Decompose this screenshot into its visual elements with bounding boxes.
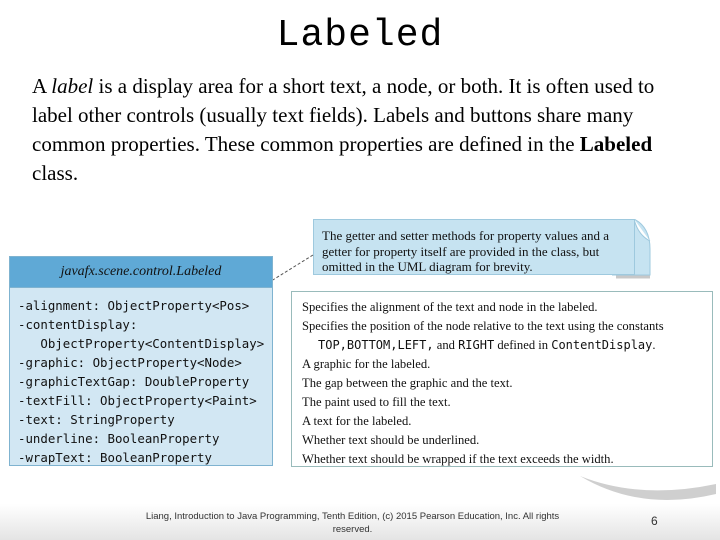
getter-setter-note: The getter and setter methods for property values and a getter for property itself are provided in the class, but omitted in the UML diagram for brevity.: [313, 219, 635, 275]
uml-property: -contentDisplay:: [18, 317, 138, 332]
uml-property: -text: StringProperty: [18, 412, 175, 427]
uml-property: -graphic: ObjectProperty<Node>: [18, 355, 242, 370]
and-text: and: [433, 338, 459, 352]
description-content-display: Specifies the position of the node relative to the text using the constants: [302, 319, 664, 333]
slide-title: Labeled: [276, 14, 444, 57]
uml-property: ObjectProperty<ContentDisplay>: [18, 336, 265, 351]
uml-property: -wrapText: BooleanProperty: [18, 450, 212, 465]
intro-text-3: class.: [32, 161, 79, 185]
uml-property: -textFill: ObjectProperty<Paint>: [18, 393, 257, 408]
constants-list: TOP,BOTTOM,LEFT,: [318, 338, 434, 352]
description-underline: Whether text should be underlined.: [302, 433, 480, 447]
description-graphic-text-gap: The gap between the graphic and the text.: [302, 376, 513, 390]
uml-property: -underline: BooleanProperty: [18, 431, 220, 446]
content-display-class: ContentDisplay: [551, 338, 653, 352]
description-text-fill: The paint used to fill the text.: [302, 395, 451, 409]
decorative-swoosh: [570, 470, 720, 530]
page-number: 6: [651, 514, 658, 528]
description-content-display-constants: [302, 336, 712, 355]
description-graphic: A graphic for the labeled.: [302, 357, 431, 371]
uml-class-diagram: [9, 256, 273, 466]
uml-property: -alignment: ObjectProperty<Pos>: [18, 298, 250, 313]
intro-text-2: is a display area for a short text, a node, or both. It is often used to label other controls (usually text fields). Labels and buttons share many common properties. These common properties are defined in the: [32, 74, 655, 156]
copyright-footer: Liang, Introduction to Java Programming, Tenth Edition, (c) 2015 Pearson Education, Inc. All rights reserved.: [145, 511, 560, 535]
right-constant: RIGHT: [458, 338, 495, 352]
property-descriptions: [291, 291, 713, 467]
description-alignment: Specifies the alignment of the text and node in the labeled.: [302, 300, 598, 314]
intro-paragraph: [32, 72, 692, 188]
defined-in-text: defined in: [494, 338, 552, 352]
uml-property: -graphicTextGap: DoubleProperty: [18, 374, 250, 389]
description-text: A text for the labeled.: [302, 414, 412, 428]
intro-text-1: A: [32, 74, 52, 98]
labeled-term: Labeled: [579, 132, 653, 156]
uml-class-name: javafx.scene.control.Labeled: [10, 257, 272, 288]
label-term: label: [51, 74, 94, 98]
period: .: [652, 338, 656, 352]
uml-property-list: [10, 288, 272, 467]
description-wrap-text: Whether text should be wrapped if the text exceeds the width.: [302, 452, 614, 466]
